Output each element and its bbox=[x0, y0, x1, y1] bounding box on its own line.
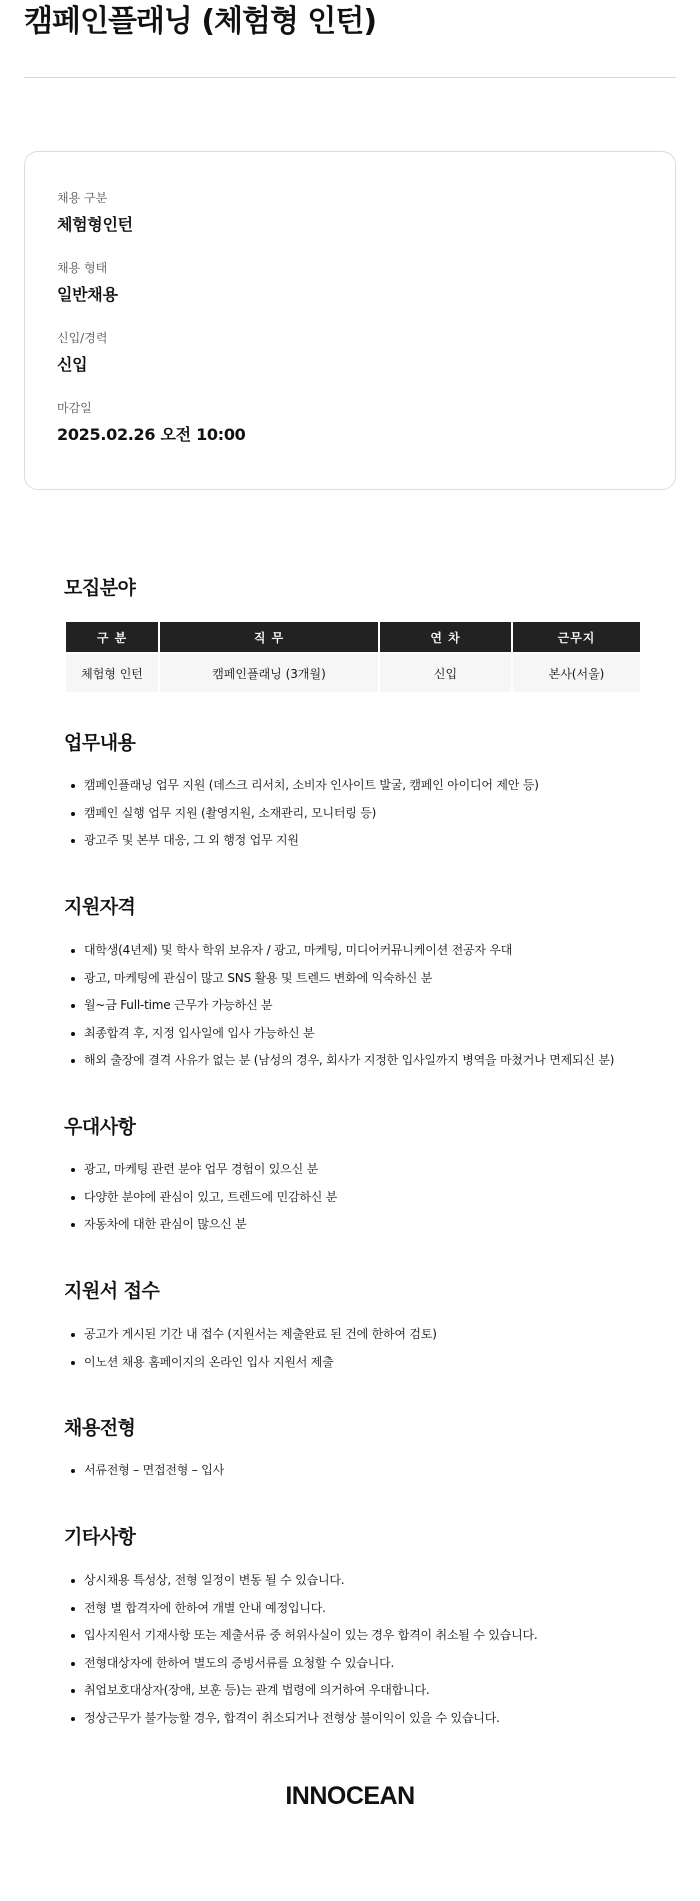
process-list bbox=[70, 1457, 690, 1485]
list-item: 전형 별 합격자에 한하여 개별 안내 예정입니다. bbox=[70, 1595, 690, 1623]
list-item: 캠페인 실행 업무 지원 (촬영지원, 소재관리, 모니터링 등) bbox=[70, 800, 690, 828]
list-item: 최종합격 후, 지정 입사일에 입사 가능하신 분 bbox=[70, 1020, 690, 1048]
list-item: 상시채용 특성상, 전형 일정이 변동 될 수 있습니다. bbox=[70, 1567, 690, 1595]
table-row bbox=[66, 652, 640, 692]
section-title-recruit: 모집분야 bbox=[64, 577, 136, 599]
list-item: 다양한 분야에 관심이 있고, 트렌드에 민감하신 분 bbox=[70, 1184, 690, 1212]
table-header-cell: 구 분 bbox=[66, 622, 158, 652]
section-title-process: 채용전형 bbox=[64, 1417, 136, 1439]
list-item: 정상근무가 불가능할 경우, 합격이 취소되거나 전형상 불이익이 있을 수 있습니다. bbox=[70, 1705, 690, 1733]
info-label: 신입/경력 bbox=[57, 331, 108, 345]
info-row-type bbox=[57, 190, 133, 236]
title-divider bbox=[24, 77, 676, 78]
etc-list bbox=[70, 1567, 690, 1732]
list-item: 자동차에 대한 관심이 많으신 분 bbox=[70, 1211, 690, 1239]
qualifications-list bbox=[70, 937, 690, 1075]
table-header-row bbox=[66, 622, 640, 652]
list-item: 광고, 마케팅에 관심이 많고 SNS 활용 및 트렌드 변화에 익숙하신 분 bbox=[70, 965, 690, 993]
table-header-cell: 연 차 bbox=[380, 622, 511, 652]
recruit-table bbox=[64, 622, 642, 692]
innocean-logo: INNOCEAN bbox=[285, 1782, 415, 1810]
info-value: 신입 bbox=[57, 355, 88, 374]
info-value: 체험형인턴 bbox=[57, 215, 133, 234]
section-title-application: 지원서 접수 bbox=[64, 1280, 160, 1302]
section-title-qualifications: 지원자격 bbox=[64, 896, 136, 918]
info-value: 2025.02.26 오전 10:00 bbox=[57, 425, 246, 444]
info-label: 마감일 bbox=[57, 401, 92, 415]
info-row-career bbox=[57, 330, 107, 376]
info-value: 일반채용 bbox=[57, 285, 118, 304]
section-title-preferences: 우대사항 bbox=[64, 1116, 136, 1138]
section-title-etc: 기타사항 bbox=[64, 1526, 136, 1548]
page-title: 캠페인플래닝 (체험형 인턴) bbox=[24, 4, 377, 39]
list-item: 입사지원서 기재사항 또는 제출서류 중 허위사실이 있는 경우 합격이 취소될 수 있습니다. bbox=[70, 1622, 690, 1650]
list-item: 전형대상자에 한하여 별도의 증빙서류를 요청할 수 있습니다. bbox=[70, 1650, 690, 1678]
list-item: 서류전형 – 면접전형 – 입사 bbox=[70, 1457, 690, 1485]
list-item: 이노션 채용 홈페이지의 온라인 입사 지원서 제출 bbox=[70, 1349, 690, 1377]
section-title-duties: 업무내용 bbox=[64, 732, 136, 754]
job-info-card bbox=[24, 151, 676, 490]
list-item: 취업보호대상자(장애, 보훈 등)는 관계 법령에 의거하여 우대합니다. bbox=[70, 1677, 690, 1705]
list-item: 해외 출장에 결격 사유가 없는 분 (남성의 경우, 회사가 지정한 입사일까지 병역을 마쳤거나 면제되신 분) bbox=[70, 1047, 690, 1075]
table-cell: 신입 bbox=[380, 652, 511, 692]
info-row-employment bbox=[57, 260, 118, 306]
table-header-cell: 근무지 bbox=[513, 622, 640, 652]
table-cell: 체험형 인턴 bbox=[66, 652, 158, 692]
table-cell: 캠페인플래닝 (3개월) bbox=[160, 652, 378, 692]
preferences-list bbox=[70, 1156, 690, 1239]
list-item: 캠페인플래닝 업무 지원 (데스크 리서치, 소비자 인사이트 발굴, 캠페인 아이디어 제안 등) bbox=[70, 772, 690, 800]
info-row-deadline bbox=[57, 400, 246, 446]
info-label: 채용 형태 bbox=[57, 261, 108, 275]
list-item: 광고, 마케팅 관련 분야 업무 경험이 있으신 분 bbox=[70, 1156, 690, 1184]
list-item: 월~금 Full-time 근무가 가능하신 분 bbox=[70, 992, 690, 1020]
table-cell: 본사(서울) bbox=[513, 652, 640, 692]
table-header-cell: 직 무 bbox=[160, 622, 378, 652]
duties-list bbox=[70, 772, 690, 855]
list-item: 공고가 게시된 기간 내 접수 (지원서는 제출완료 된 건에 한하여 검토) bbox=[70, 1321, 690, 1349]
list-item: 광고주 및 본부 대응, 그 외 행정 업무 지원 bbox=[70, 827, 690, 855]
info-label: 채용 구분 bbox=[57, 191, 108, 205]
list-item: 대학생(4년제) 및 학사 학위 보유자 / 광고, 마케팅, 미디어커뮤니케이션 전공자 우대 bbox=[70, 937, 690, 965]
application-list bbox=[70, 1321, 690, 1376]
